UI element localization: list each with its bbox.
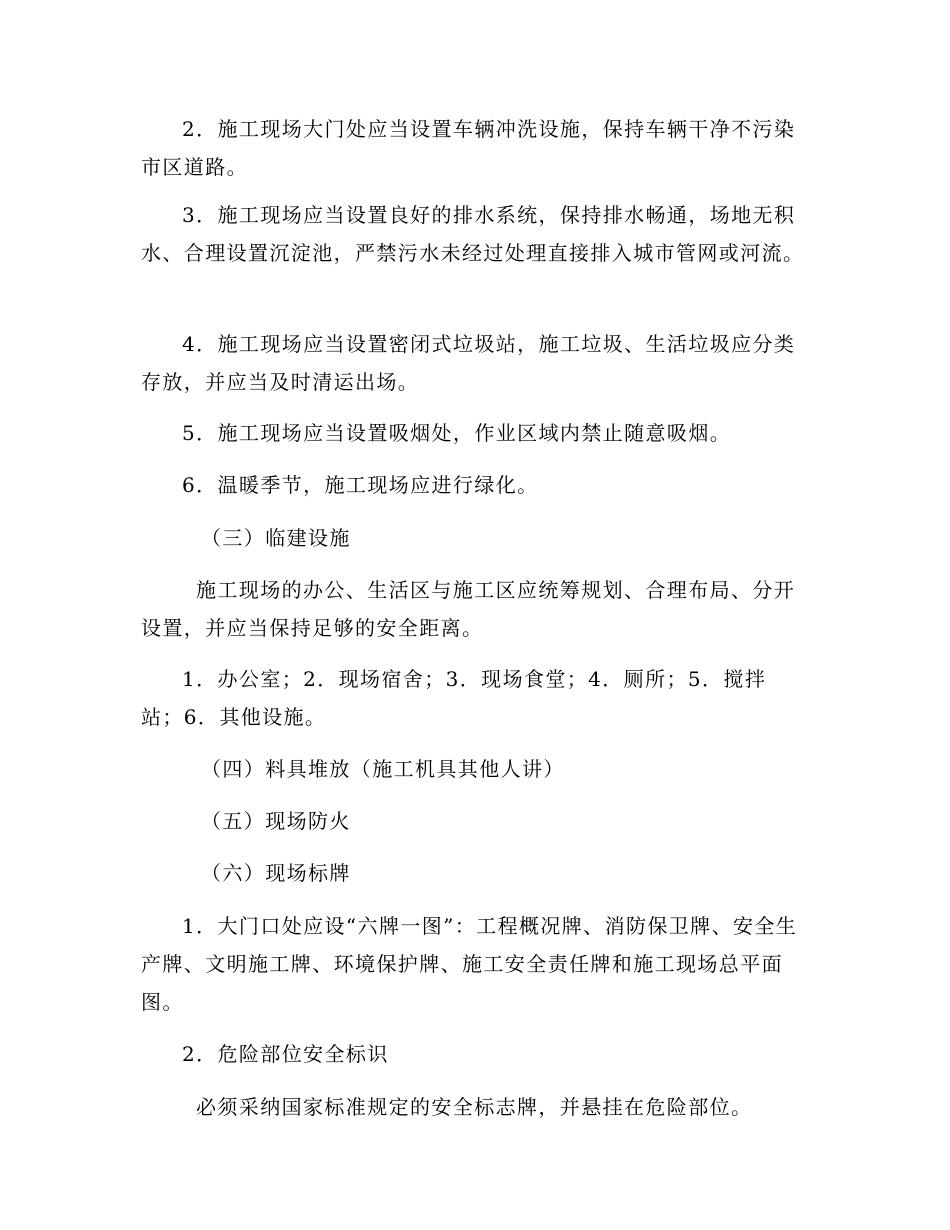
paragraph-danger-area-signs: 2．危险部位安全标识 bbox=[182, 1042, 389, 1066]
paragraph-drainage-system: 3．施工现场应当设置良好的排水系统，保持排水畅通，场地无积水、合理设置沉淀池，严禁污水未经过处理直接排入城市管网或河流。 bbox=[141, 203, 805, 265]
section-heading-temporary-facilities: （三）临建设施 bbox=[201, 526, 351, 550]
paragraph-garbage-station: 4．施工现场应当设置密闭式垃圾站，施工垃圾、生活垃圾应分类存放，并应当及时清运出场。 bbox=[141, 332, 796, 394]
paragraph-smoking-area: 5．施工现场应当设置吸烟处，作业区域内禁止随意吸烟。 bbox=[182, 421, 732, 445]
section-heading-fire-prevention: （五）现场防火 bbox=[201, 809, 351, 833]
section-heading-site-signage: （六）现场标牌 bbox=[201, 861, 351, 885]
section-heading-material-stacking: （四）料具堆放（施工机具其他人讲） bbox=[201, 757, 565, 781]
paragraph-office-living-area: 施工现场的办公、生活区与施工区应统筹规划、合理布局、分开设置，并应当保持足够的安全距离。 bbox=[141, 578, 796, 640]
paragraph-facility-list: 1．办公室；2．现场宿舍；3．现场食堂；4．厕所；5．搅拌站；6．其他设施。 bbox=[141, 667, 767, 729]
paragraph-six-boards-one-map: 1．大门口处应设“六牌一图”：工程概况牌、消防保卫牌、安全生产牌、文明施工牌、环境保护牌、施工安全责任牌和施工现场总平面图。 bbox=[141, 914, 798, 1014]
paragraph-vehicle-washing: 2．施工现场大门处应当设置车辆冲洗设施，保持车辆干净不污染市区道路。 bbox=[141, 117, 796, 179]
paragraph-safety-sign-standard: 必须采纳国家标准规定的安全标志牌，并悬挂在危险部位。 bbox=[196, 1095, 753, 1119]
paragraph-greening: 6．温暖季节，施工现场应进行绿化。 bbox=[182, 473, 539, 497]
